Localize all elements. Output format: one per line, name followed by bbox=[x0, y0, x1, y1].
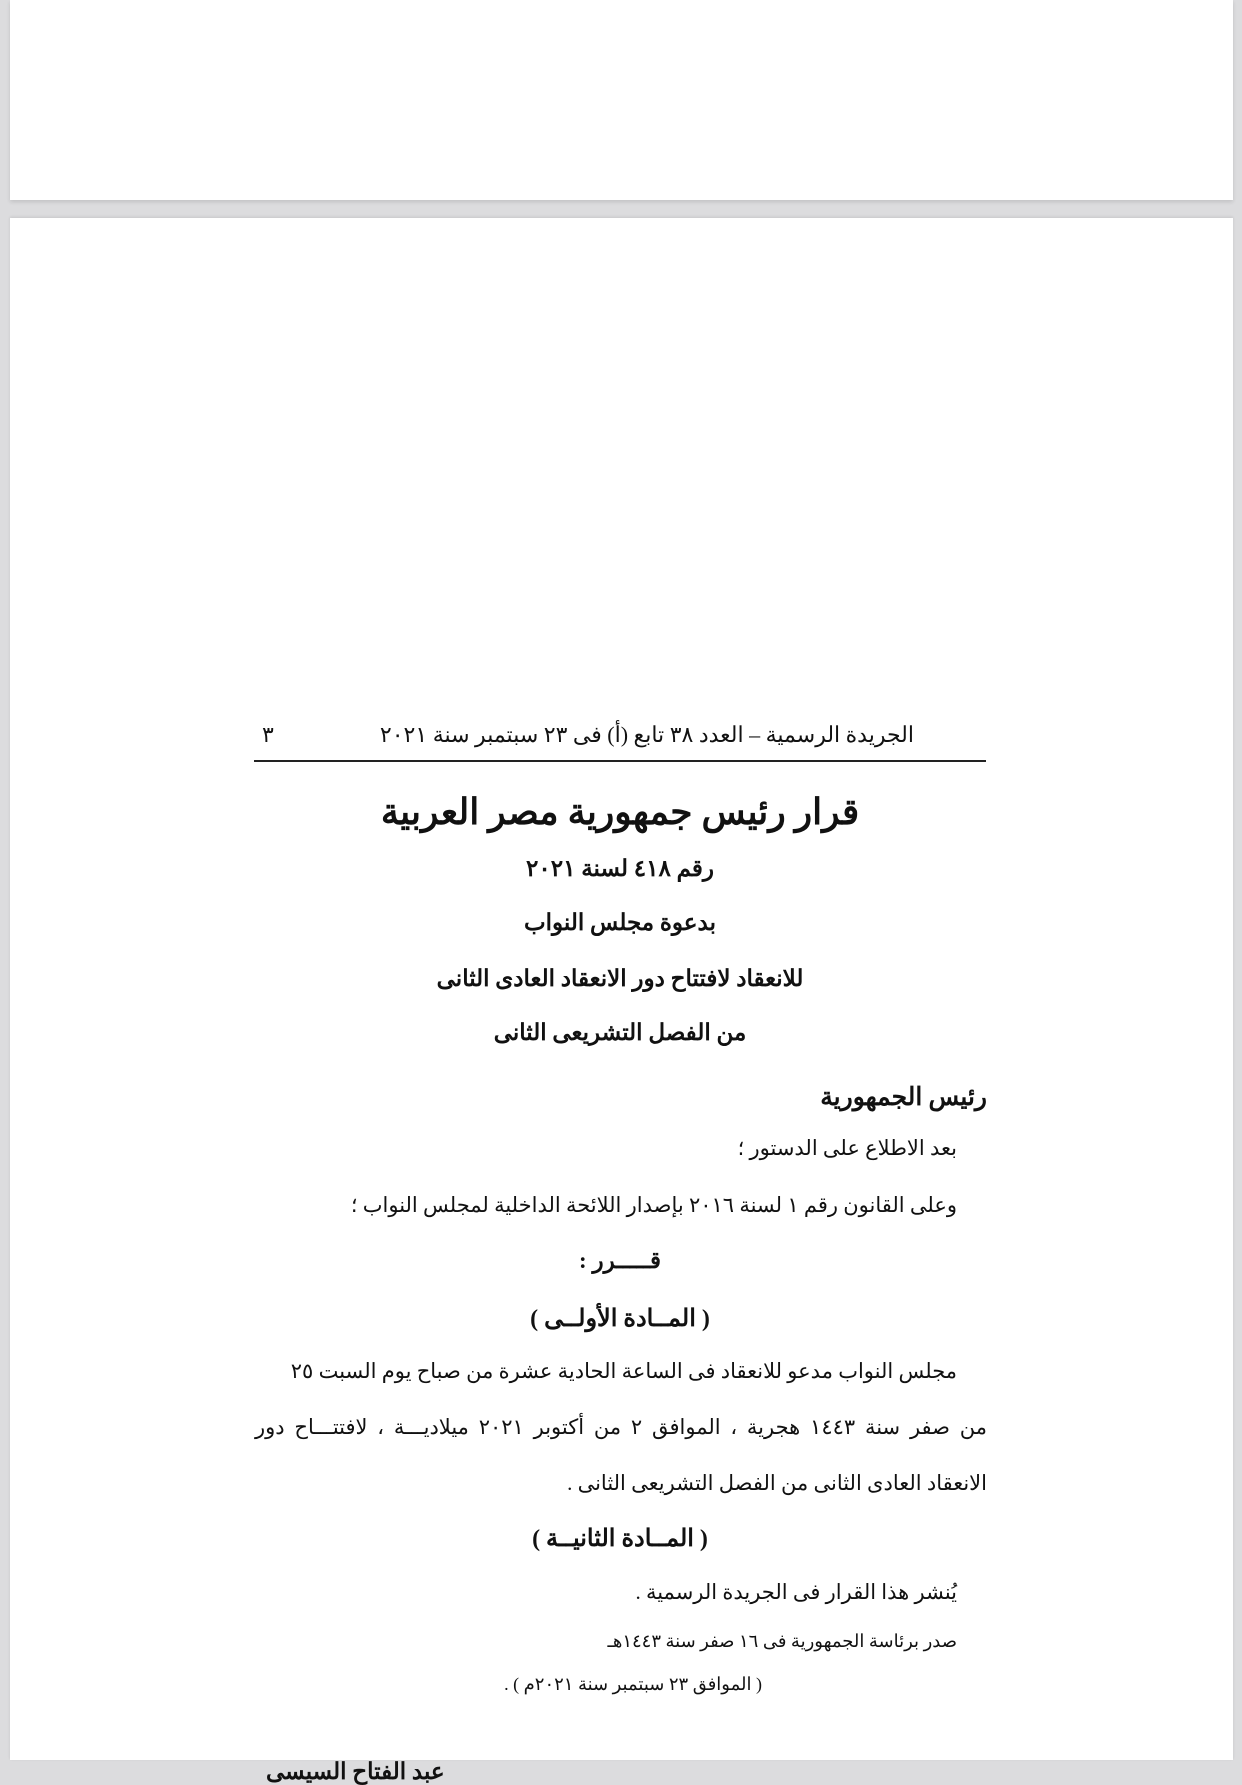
decree-subject-line-3: من الفصل التشريعى الثانى bbox=[493, 1020, 747, 1045]
article-1-line-3: الانعقاد العادى الثانى من الفصل التشريعى الثانى . bbox=[567, 1471, 987, 1495]
gazette-page bbox=[10, 218, 1233, 1784]
decree-number: رقم ٤١٨ لسنة ٢٠٢١ bbox=[526, 856, 714, 881]
page-number: ٣ bbox=[262, 722, 274, 747]
decreed-heading: قـــــرر : bbox=[579, 1248, 661, 1273]
decree-subject-line-2: للانعقاد لافتتاح دور الانعقاد العادى الثانى bbox=[436, 966, 804, 991]
decree-subject-line-1: بدعوة مجلس النواب bbox=[524, 910, 716, 935]
issuer-heading: رئيس الجمهورية bbox=[820, 1084, 987, 1111]
decree-title: قرار رئيس جمهورية مصر العربية bbox=[380, 792, 860, 832]
gazette-header-title: الجريدة الرسمية – العدد ٣٨ تابع (أ) فى ٢٣ سبتمبر سنة ٢٠٢١ bbox=[379, 722, 914, 747]
article-1-line-1: مجلس النواب مدعو للانعقاد فى الساعة الحادية عشرة من صباح يوم السبت ٢٥ bbox=[290, 1359, 957, 1383]
article-1-line-2: من صفر سنة ١٤٤٣ هجرية ، الموافق ٢ من أكتوبر ٢٠٢١ ميلاديـــة ، لافتتـــاح دور bbox=[255, 1415, 988, 1439]
document-body bbox=[10, 218, 1233, 1784]
previous-page-bottom bbox=[10, 0, 1233, 200]
president-signature-name: عبد الفتاح السيسى bbox=[266, 1759, 445, 1784]
issuance-line-1: صدر برئاسة الجمهورية فى ١٦ صفر سنة ١٤٤٣هـ bbox=[607, 1631, 957, 1651]
recital-constitution: بعد الاطلاع على الدستور ؛ bbox=[737, 1136, 957, 1160]
article-2-heading: ( المــادة الثانيــة ) bbox=[532, 1526, 708, 1552]
article-2-text: يُنشر هذا القرار فى الجريدة الرسمية . bbox=[635, 1580, 957, 1604]
article-1-heading: ( المــادة الأولــى ) bbox=[530, 1306, 710, 1332]
recital-law: وعلى القانون رقم ١ لسنة ٢٠١٦ بإصدار اللائحة الداخلية لمجلس النواب ؛ bbox=[350, 1193, 957, 1217]
running-header bbox=[254, 720, 986, 762]
issuance-line-2: ( الموافق ٢٣ سبتمبر سنة ٢٠٢١م ) . bbox=[504, 1674, 762, 1694]
